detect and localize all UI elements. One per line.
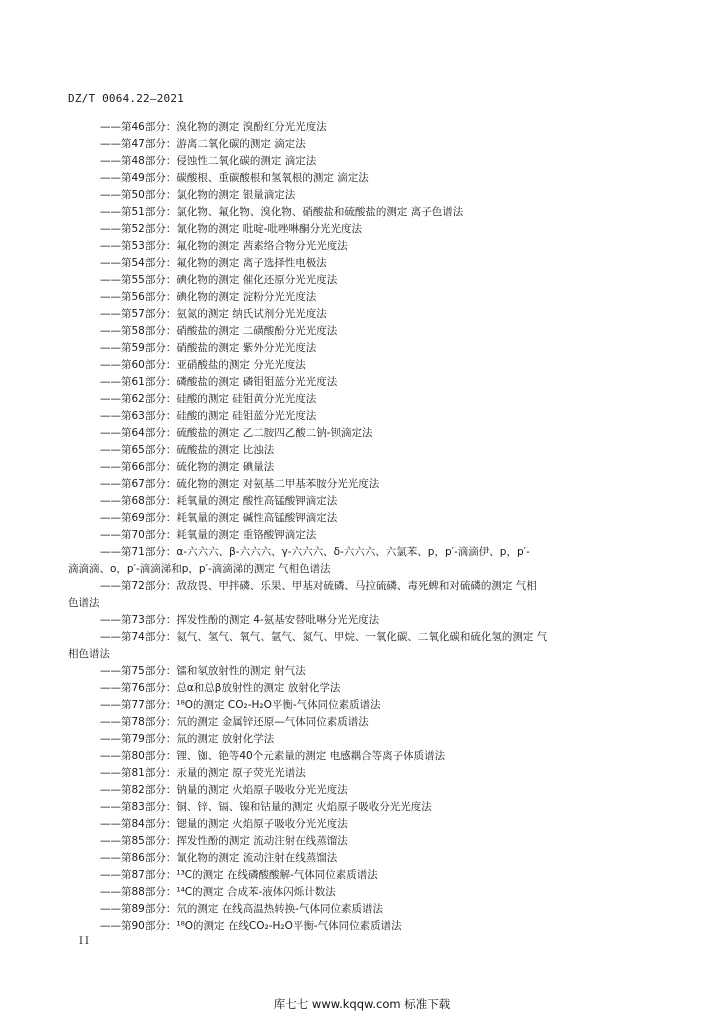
part-title: 游离二氧化碳的测定 滴定法 [176,138,306,150]
part-number: ——第90部分： [100,920,177,932]
part-number: ——第71部分： [100,546,177,558]
part-number: ——第48部分： [100,155,177,167]
part-number: ——第81部分： [100,767,177,779]
part-title: 氘的测定 在线高温热转换-气体同位素质谱法 [176,903,384,915]
part-item [100,697,645,714]
part-number: ——第73部分： [100,614,177,626]
part-title: 碳酸根、重碳酸根和氢氧根的测定 滴定法 [176,172,369,184]
part-item [100,612,645,629]
part-item [100,918,645,935]
footer-watermark[interactable]: 库七七 www.kqqw.com 标准下载 [273,997,451,1011]
part-title: 氰化物的测定 流动注射在线蒸馏法 [176,852,338,864]
part-title: 氦气、氢气、氧气、氩气、氮气、甲烷、一氧化碳、二氧化碳和硫化氢的测定 气 [176,631,548,643]
part-item [100,884,645,901]
part-title: 钠量的测定 火焰原子吸收分光光度法 [176,784,348,796]
part-title: ¹⁸O的测定 在线CO₂-H₂O平衡-气体同位素质谱法 [176,920,402,932]
part-item [100,510,645,527]
part-item [100,765,645,782]
part-number: ——第67部分： [100,478,177,490]
part-item [100,442,645,459]
part-item [100,340,645,357]
part-title: 氨氮的测定 纳氏试剂分光光度法 [176,308,327,320]
part-item [100,238,645,255]
part-number: ——第80部分： [100,750,177,762]
part-item [100,272,645,289]
part-title: ¹³C的测定 在线磷酸酸解-气体同位素质谱法 [176,869,378,881]
part-number: ——第76部分： [100,682,177,694]
part-title: 敌敌畏、甲拌磷、乐果、甲基对硫磷、马拉硫磷、毒死蜱和对硫磷的测定 气相 [176,580,537,592]
part-title: 耗氧量的测定 碱性高锰酸钾滴定法 [176,512,338,524]
part-title-continuation: 滴滴滴、o，p′-滴滴涕和p，p′-滴滴涕的测定 气相色谱法 [68,563,331,575]
part-title: 锂、铷、铯等40个元素量的测定 电感耦合等离子体质谱法 [176,750,446,762]
part-item [100,221,645,238]
part-item [100,731,645,748]
part-number: ——第60部分： [100,359,177,371]
part-number: ——第64部分： [100,427,177,439]
part-item [100,306,645,323]
part-title-continuation: 色谱法 [68,597,100,609]
part-number: ——第86部分： [100,852,177,864]
part-item [100,799,645,816]
part-number: ——第88部分： [100,886,177,898]
part-number: ——第82部分： [100,784,177,796]
part-title: 硝酸盐的测定 二磺酸酚分光光度法 [176,325,338,337]
part-item [68,578,645,612]
part-item [100,714,645,731]
part-number: ——第69部分： [100,512,177,524]
part-number: ——第72部分： [100,580,177,592]
part-number: ——第54部分： [100,257,177,269]
part-title: 硫化物的测定 碘量法 [176,461,275,473]
part-number: ——第59部分： [100,342,177,354]
part-title: 碘化物的测定 催化还原分光光度法 [176,274,338,286]
part-item [100,391,645,408]
part-title: 硅酸的测定 硅钼黄分光光度法 [176,393,317,405]
part-title: 侵蚀性二氧化碳的测定 滴定法 [176,155,317,167]
part-title: 汞量的测定 原子荧光光谱法 [176,767,306,779]
part-title: 硫化物的测定 对氨基二甲基苯胺分光光度法 [176,478,380,490]
part-number: ——第84部分： [100,818,177,830]
part-number: ——第50部分： [100,189,177,201]
part-title: 硫酸盐的测定 乙二胺四乙酸二钠-钡滴定法 [176,427,373,439]
part-item [100,867,645,884]
part-number: ——第58部分： [100,325,177,337]
part-title: 耗氧量的测定 重铬酸钾滴定法 [176,529,317,541]
part-title: ¹⁴C的测定 合成苯-液体闪烁计数法 [176,886,336,898]
part-title: 亚硝酸盐的测定 分光光度法 [176,359,306,371]
part-item [100,187,645,204]
part-item [100,833,645,850]
part-item [100,748,645,765]
part-number: ——第68部分： [100,495,177,507]
part-item [100,425,645,442]
part-title: 挥发性酚的测定 4-氨基安替吡啉分光光度法 [176,614,380,626]
part-item [100,323,645,340]
part-number: ——第77部分： [100,699,177,711]
part-item [100,289,645,306]
part-item [100,119,645,136]
part-item [100,204,645,221]
part-number: ——第53部分： [100,240,177,252]
part-number: ——第57部分： [100,308,177,320]
part-number: ——第89部分： [100,903,177,915]
part-title: 氯化物的测定 银量滴定法 [176,189,296,201]
part-item [100,527,645,544]
part-number: ——第63部分： [100,410,177,422]
part-item [100,782,645,799]
part-number: ——第75部分： [100,665,177,677]
part-item [68,629,645,663]
part-item [100,493,645,510]
page-number: II [79,936,91,947]
part-number: ——第65部分： [100,444,177,456]
part-number: ——第78部分： [100,716,177,728]
part-number: ——第74部分： [100,631,177,643]
part-number: ——第51部分： [100,206,177,218]
part-title: 氚的测定 放射化学法 [176,733,275,745]
part-number: ——第87部分： [100,869,177,881]
part-title: 硅酸的测定 硅钼蓝分光光度法 [176,410,317,422]
part-item [100,153,645,170]
part-title: ¹⁸O的测定 CO₂-H₂O平衡-气体同位素质谱法 [176,699,381,711]
part-number: ——第49部分： [100,172,177,184]
part-number: ——第56部分： [100,291,177,303]
part-title: 溴化物的测定 溴酚红分光光度法 [176,121,327,133]
part-title: 总α和总β放射性的测定 放射化学法 [176,682,341,694]
part-item [100,476,645,493]
part-title: 铜、锌、镉、镍和钴量的测定 火焰原子吸收分光光度法 [176,801,432,813]
part-number: ——第52部分： [100,223,177,235]
part-title: 氰化物的测定 吡啶-吡唑啉酮分光光度法 [176,223,363,235]
part-number: ——第46部分： [100,121,177,133]
part-item [100,357,645,374]
part-title: 锶量的测定 火焰原子吸收分光光度法 [176,818,348,830]
part-item [68,544,645,578]
standard-code: DZ/T 0064.22—2021 [68,92,184,105]
part-title: 硫酸盐的测定 比浊法 [176,444,275,456]
part-title: 镭和氡放射性的测定 射气法 [176,665,306,677]
part-title: 挥发性酚的测定 流动注射在线蒸馏法 [176,835,348,847]
part-title: 碘化物的测定 淀粉分光光度法 [176,291,317,303]
part-number: ——第62部分： [100,393,177,405]
part-title: 氯化物、氟化物、溴化物、硝酸盐和硫酸盐的测定 离子色谱法 [176,206,464,218]
part-title: 硝酸盐的测定 紫外分光光度法 [176,342,317,354]
part-item [100,663,645,680]
part-number: ——第83部分： [100,801,177,813]
part-item [100,374,645,391]
part-number: ——第85部分： [100,835,177,847]
part-title: 磷酸盐的测定 磷钼钼蓝分光光度法 [176,376,338,388]
part-item [100,255,645,272]
part-number: ——第66部分： [100,461,177,473]
part-item [100,850,645,867]
part-number: ——第47部分： [100,138,177,150]
part-item [100,408,645,425]
part-title-continuation: 相色谱法 [68,648,110,660]
part-item [100,459,645,476]
part-number: ——第79部分： [100,733,177,745]
part-item [100,136,645,153]
part-item [100,816,645,833]
part-number: ——第55部分： [100,274,177,286]
part-title: 氟化物的测定 茜素络合物分光光度法 [176,240,348,252]
part-number: ——第70部分： [100,529,177,541]
part-list [0,119,724,935]
part-title: 氘的测定 金属锌还原—气体同位素质谱法 [176,716,369,728]
part-item [100,901,645,918]
part-item [100,680,645,697]
part-title: 氟化物的测定 离子选择性电极法 [176,257,327,269]
part-item [100,170,645,187]
part-title: α-六六六、β-六六六、γ-六六六、δ-六六六、六氯苯、p，p′-滴滴伊、p，p′- [176,546,530,558]
part-title: 耗氧量的测定 酸性高锰酸钾滴定法 [176,495,338,507]
part-number: ——第61部分： [100,376,177,388]
